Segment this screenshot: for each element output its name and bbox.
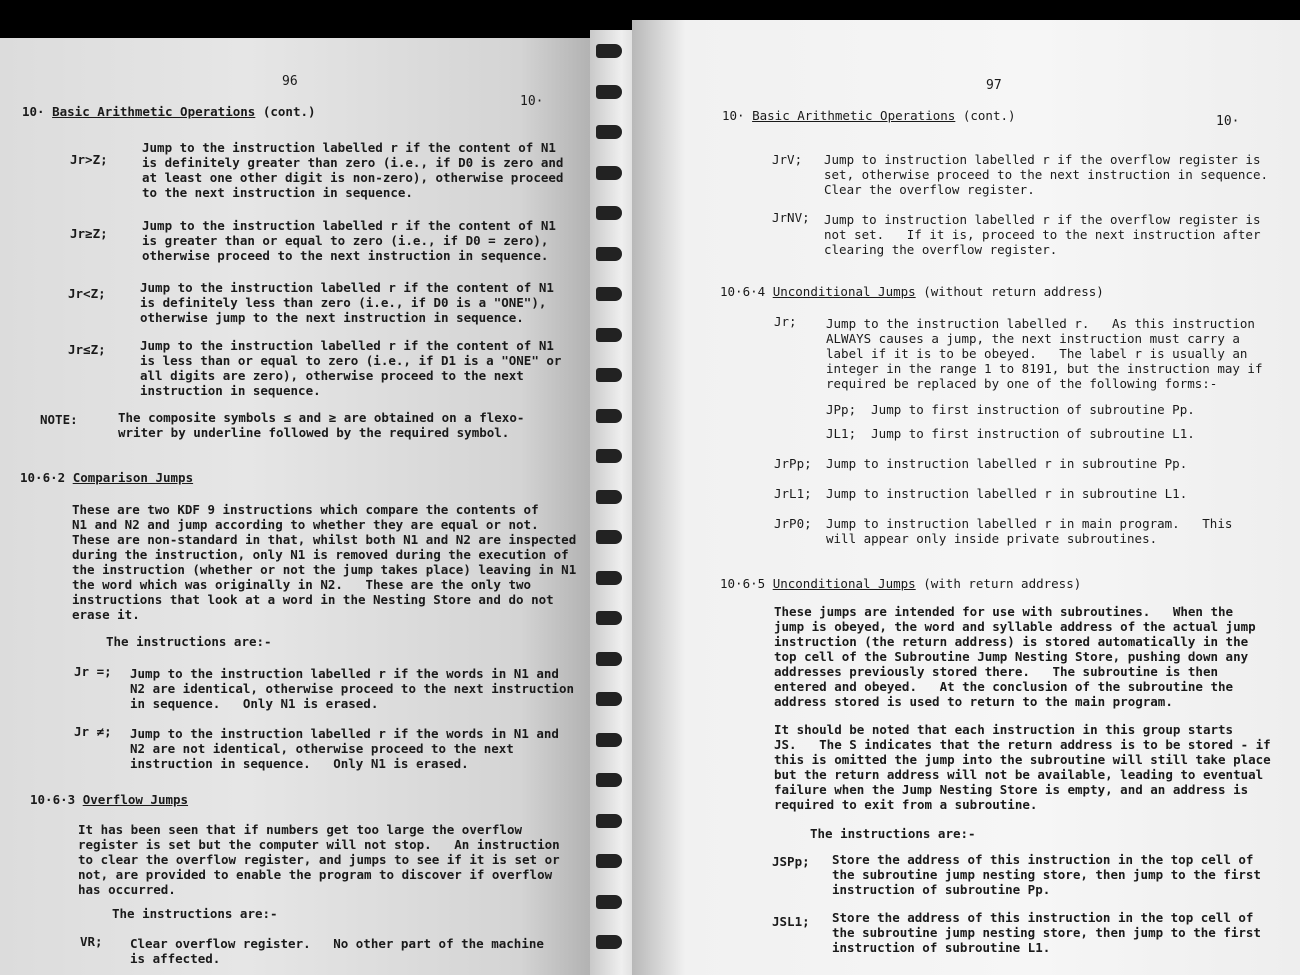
- instruction-label: JSL1;: [772, 914, 810, 929]
- instruction-text: Jump to the instruction labelled r if the content of N1 is less than or equal to zero (i.e., if D1 is a "ONE" or all digits are zero), otherwise proceed to the next instruction in sequence.: [140, 338, 562, 398]
- section-number: 10·: [722, 108, 745, 123]
- subsection-header: [30, 792, 188, 807]
- instruction-label: JSPp;: [772, 854, 810, 869]
- subsection-header: [20, 470, 193, 485]
- section-header: [22, 104, 316, 119]
- subsection-number: 10·6·4: [720, 284, 766, 299]
- subsection-number: 10·6·3: [30, 792, 76, 807]
- section-title: Basic Arithmetic Operations: [52, 104, 256, 119]
- instruction-text: Jump to instruction labelled r in main program. This will appear only inside private subroutines.: [826, 516, 1233, 546]
- section-marker: 10·: [520, 94, 544, 109]
- instruction-label: VR;: [80, 934, 103, 949]
- instruction-label: Jr;: [774, 314, 797, 329]
- instruction-label: JrL1;: [774, 486, 812, 501]
- section-title: Basic Arithmetic Operations: [752, 108, 956, 123]
- instruction-text: Jump to the instruction labelled r if the words in N1 and N2 are not identical, otherwise proceed to the next instruction in sequence. Only N1 is erased.: [130, 726, 559, 771]
- instruction-label: Jr =;: [74, 664, 112, 679]
- paragraph: It has been seen that if numbers get too large the overflow register is set but the computer will not stop. An instruction to clear the overflow register, and jumps to see if it is set or not, are provided to enable the program to discover if overflow has occurred.: [78, 822, 560, 897]
- instruction-text: Jump to the instruction labelled r if the content of N1 is greater than or equal to zero (i.e., if D0 = zero), otherwise proceed to the next instruction in sequence.: [142, 218, 556, 263]
- subsection-title: Comparison Jumps: [72, 470, 194, 485]
- subsection-title: Unconditional Jumps: [772, 576, 916, 591]
- subsection-number: 10·6·2: [20, 470, 66, 485]
- section-header: [722, 108, 1016, 123]
- instruction-label: JrNV;: [772, 210, 810, 225]
- subsection-suffix: (without return address): [915, 284, 1104, 299]
- section-suffix: (cont.): [255, 104, 316, 119]
- paragraph: These jumps are intended for use with subroutines. When the jump is obeyed, the word and syllable address of the actual jump instruction (the return address) is stored automatically in the top cell of the Subroutine Jump Nesting Store, pushing down any addresses previously stored there. The subroutine is then entered and obeyed. At the conclusion of the subroutine the address stored is used to return to the main program.: [774, 604, 1256, 709]
- section-suffix: (cont.): [955, 108, 1016, 123]
- instruction-text: Store the address of this instruction in the top cell of the subroutine jump nesting store, then jump to the first instruction of subroutine L1.: [832, 910, 1261, 955]
- subsection-title: Overflow Jumps: [82, 792, 189, 807]
- instruction-text: Store the address of this instruction in the top cell of the subroutine jump nesting store, then jump to the first instruction of subroutine Pp.: [832, 852, 1261, 897]
- section-marker: 10·: [1216, 114, 1240, 129]
- instruction-text: Jump to instruction labelled r if the overflow register is not set. If it is, proceed to the next instruction after clearing the overflow register.: [824, 212, 1261, 257]
- instruction-label: Jr≥Z;: [70, 226, 108, 241]
- instructions-intro: The instructions are:-: [106, 634, 272, 649]
- form-item: JL1; Jump to first instruction of subroutine L1.: [826, 426, 1195, 441]
- instruction-label: Jr<Z;: [68, 286, 106, 301]
- instruction-text: Jump to instruction labelled r in subroutine Pp.: [826, 456, 1188, 471]
- note-text: The composite symbols ≤ and ≥ are obtained on a flexo- writer by underline followed by the required symbol.: [118, 410, 525, 440]
- instruction-text: Jump to the instruction labelled r if the content of N1 is definitely greater than zero (i.e., if D0 is zero and at least one other digit is non-zero), otherwise proceed to the next instruction in sequence.: [142, 140, 564, 200]
- right-page: [632, 20, 1300, 975]
- page-number: 97: [986, 78, 1002, 93]
- page-number: 96: [282, 74, 298, 89]
- subsection-number: 10·6·5: [720, 576, 766, 591]
- instruction-text: Jump to instruction labelled r in subroutine L1.: [826, 486, 1188, 501]
- instructions-intro: The instructions are:-: [810, 826, 976, 841]
- paragraph: These are two KDF 9 instructions which compare the contents of N1 and N2 and jump according to whether they are equal or not. These are non-standard in that, whilst both N1 and N2 are inspected during the instruction, only N1 is removed during the execution of the instruction (whether or not the jump takes place) leaving in N1 the word which was originally in N2. These are the only two instructions that look at a word in the Nesting Store and do not erase it.: [72, 502, 577, 622]
- instruction-label: Jr ≠;: [74, 724, 112, 739]
- instructions-intro: The instructions are:-: [112, 906, 278, 921]
- left-page: [0, 38, 612, 975]
- instruction-text: Jump to instruction labelled r if the overflow register is set, otherwise proceed to the next instruction in sequence. Clear the overflow register.: [824, 152, 1269, 197]
- instruction-label: Jr>Z;: [70, 152, 108, 167]
- section-number: 10·: [22, 104, 45, 119]
- instruction-text: Jump to the instruction labelled r if the words in N1 and N2 are identical, otherwise proceed to the next instruction in sequence. Only N1 is erased.: [130, 666, 575, 711]
- instruction-text: Jump to the instruction labelled r. As this instruction ALWAYS causes a jump, the next instruction must carry a label if it is to be obeyed. The label r is usually an integer in the range 1 to 8191, but the instruction may if required be replaced by one of the following forms:-: [826, 316, 1263, 391]
- instruction-label: JrV;: [772, 152, 803, 167]
- subsection-header: [720, 284, 1104, 299]
- subsection-suffix: (with return address): [915, 576, 1082, 591]
- subsection-title: Unconditional Jumps: [772, 284, 916, 299]
- subsection-header: [720, 576, 1081, 591]
- instruction-text: Jump to the instruction labelled r if the content of N1 is definitely less than zero (i.e., if D0 is a "ONE"), otherwise jump to the next instruction in sequence.: [140, 280, 554, 325]
- instruction-label: Jr≤Z;: [68, 342, 106, 357]
- instruction-label: JrPp;: [774, 456, 812, 471]
- note-label: NOTE:: [40, 412, 78, 427]
- instruction-label: JrP0;: [774, 516, 812, 531]
- instruction-text: Clear overflow register. No other part of the machine is affected.: [130, 936, 544, 966]
- paragraph: It should be noted that each instruction in this group starts JS. The S indicates that the return address is to be stored - if this is omitted the jump into the subroutine will still take place but the return address will not be available, leading to eventual failure when the Jump Nesting Store is empty, and an address is required to exit from a subroutine.: [774, 722, 1271, 812]
- form-item: JPp; Jump to first instruction of subroutine Pp.: [826, 402, 1195, 417]
